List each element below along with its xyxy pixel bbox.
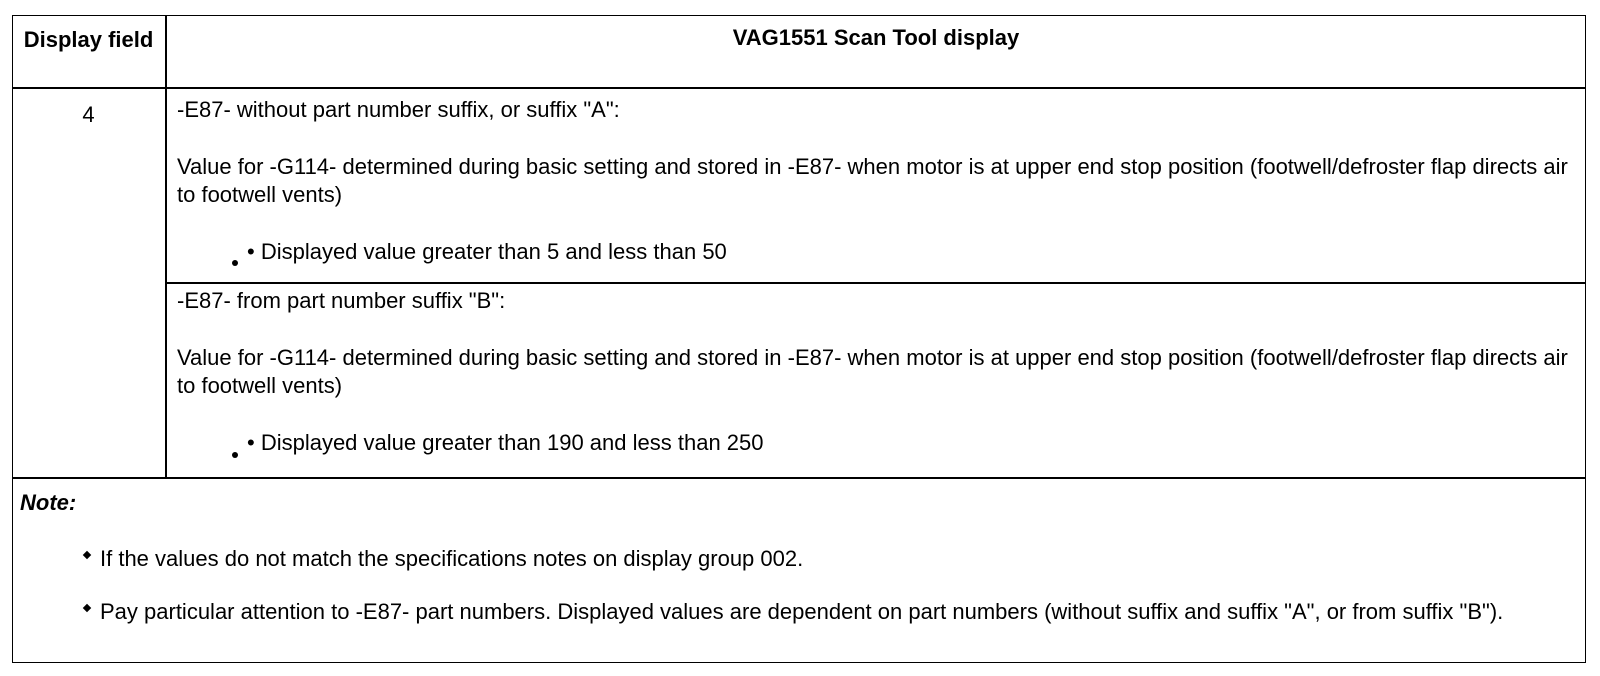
row-2-bullet-icon: [232, 452, 238, 458]
row-1-spec: • Displayed value greater than 5 and less than 50: [247, 239, 727, 264]
note-divider: [12, 477, 1586, 479]
row-1-condition: -E87- without part number suffix, or suffix "A":: [177, 97, 620, 122]
row-2-condition: -E87- from part number suffix "B":: [177, 288, 506, 313]
note-title: Note:: [20, 490, 77, 515]
note-item-2: Pay particular attention to -E87- part numbers. Displayed values are dependent on part numbers (without suffix and suffix "A", or from suffix "B").: [100, 599, 1504, 624]
row-1-bullet-icon: [232, 260, 238, 266]
note-item-1: If the values do not match the specifications notes on display group 002.: [100, 546, 804, 571]
row-divider: [165, 282, 1586, 284]
row-2-description: Value for -G114- determined during basic setting and stored in -E87- when motor is at upper end stop position (footwell/defroster flap directs air to footwell vents): [177, 345, 1568, 398]
header-display-field: Display field: [23, 27, 154, 52]
row-1-description: Value for -G114- determined during basic setting and stored in -E87- when motor is at upper end stop position (footwell/defroster flap directs air to footwell vents): [177, 154, 1568, 207]
column-divider: [165, 15, 167, 478]
row-1-field: 4: [82, 102, 95, 127]
header-scan-tool-display: VAG1551 Scan Tool display: [732, 25, 1020, 50]
row-2-spec: • Displayed value greater than 190 and less than 250: [247, 430, 764, 455]
header-divider: [12, 87, 1586, 89]
